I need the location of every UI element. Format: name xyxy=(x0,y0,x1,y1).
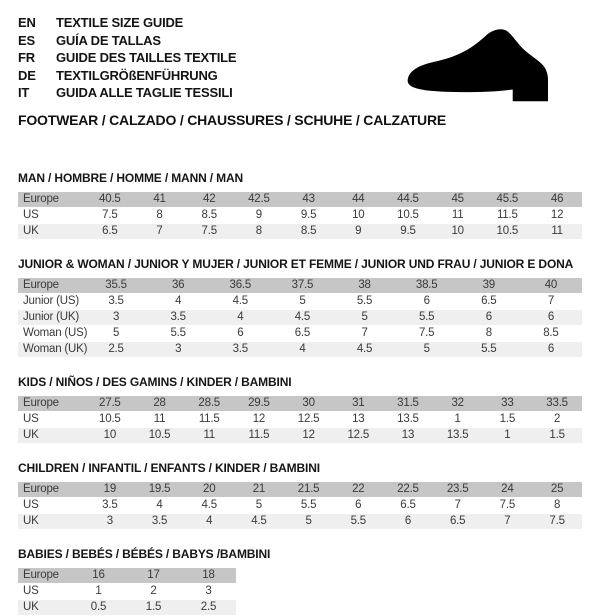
size-cell: 3.5 xyxy=(85,294,147,309)
size-cell: 1 xyxy=(71,584,126,599)
table-row xyxy=(18,310,582,325)
size-cell: 11 xyxy=(184,428,234,443)
size-cell: 5.5 xyxy=(458,342,520,357)
size-cell: 6.5 xyxy=(458,294,520,309)
size-cell: 12.5 xyxy=(333,428,383,443)
size-cell: 4 xyxy=(135,498,185,513)
size-cell: 5 xyxy=(284,514,334,529)
size-cell: 8.5 xyxy=(520,326,582,341)
size-cell: 12 xyxy=(284,428,334,443)
row-label: Europe xyxy=(18,192,85,207)
size-cell: 36.5 xyxy=(209,278,271,293)
size-cell: 16 xyxy=(71,568,126,583)
table-title-babies: BABIES / BEBÉS / BÉBÉS / BABYS /BAMBINI xyxy=(18,546,271,561)
size-table-man xyxy=(18,191,582,240)
row-label: UK xyxy=(18,428,85,443)
table-row xyxy=(18,208,582,223)
size-cell: 9 xyxy=(234,208,284,223)
size-cell: 10.5 xyxy=(135,428,185,443)
size-cell: 1.5 xyxy=(483,412,533,427)
size-cell: 4 xyxy=(271,342,333,357)
size-cell: 6 xyxy=(458,310,520,325)
dress-shoe-icon xyxy=(390,24,580,108)
row-label: Woman (UK) xyxy=(18,342,85,357)
size-cell: 9.5 xyxy=(284,208,334,223)
size-cell: 11.5 xyxy=(483,208,533,223)
size-cell: 11.5 xyxy=(184,412,234,427)
size-cell: 4.5 xyxy=(271,310,333,325)
size-cell: 43 xyxy=(284,192,334,207)
table-row xyxy=(18,224,582,239)
size-cell: 10.5 xyxy=(85,412,135,427)
size-cell: 10 xyxy=(85,428,135,443)
table-title-man: MAN / HOMBRE / HOMME / MANN / MAN xyxy=(18,170,244,185)
size-cell: 35.5 xyxy=(85,278,147,293)
table-row xyxy=(18,482,582,497)
size-cell: 6.5 xyxy=(383,498,433,513)
size-cell: 21.5 xyxy=(284,482,334,497)
size-table-section-babies xyxy=(18,547,582,616)
size-cell: 4 xyxy=(209,310,271,325)
size-cell: 32 xyxy=(433,396,483,411)
size-cell: 7 xyxy=(334,326,396,341)
size-cell: 1 xyxy=(433,412,483,427)
language-title: TEXTILGRÖßENFÜHRUNG xyxy=(56,67,218,83)
size-cell: 28 xyxy=(135,396,185,411)
size-cell: 13 xyxy=(333,412,383,427)
size-cell: 3.5 xyxy=(135,514,185,529)
table-row xyxy=(18,600,236,615)
size-cell: 12.5 xyxy=(284,412,334,427)
table-row xyxy=(18,342,582,357)
size-cell: 22 xyxy=(333,482,383,497)
size-cell: 2 xyxy=(126,584,181,599)
size-cell: 38.5 xyxy=(396,278,458,293)
size-cell: 45.5 xyxy=(483,192,533,207)
size-cell: 6.5 xyxy=(85,224,135,239)
row-label: Europe xyxy=(18,396,85,411)
size-cell: 5.5 xyxy=(334,294,396,309)
size-cell: 5.5 xyxy=(333,514,383,529)
size-cell: 4 xyxy=(184,514,234,529)
size-cell: 13 xyxy=(383,428,433,443)
row-label: Europe xyxy=(18,482,85,497)
table-title-children: CHILDREN / INFANTIL / ENFANTS / KINDER / BAMBINI xyxy=(18,460,320,475)
size-cell: 6 xyxy=(396,294,458,309)
table-row xyxy=(18,396,582,411)
category-heading: FOOTWEAR / CALZADO / CHAUSSURES / SCHUHE / CALZATURE xyxy=(18,111,447,128)
row-label: US xyxy=(18,208,85,223)
size-cell: 40 xyxy=(520,278,582,293)
size-cell: 17 xyxy=(126,568,181,583)
size-cell: 2.5 xyxy=(181,600,236,615)
table-row xyxy=(18,326,582,341)
size-cell: 18 xyxy=(181,568,236,583)
table-row xyxy=(18,278,582,293)
size-cell: 4.5 xyxy=(209,294,271,309)
language-code: DE xyxy=(18,67,36,83)
size-cell: 1.5 xyxy=(532,428,582,443)
size-cell: 10.5 xyxy=(483,224,533,239)
size-cell: 22.5 xyxy=(383,482,433,497)
size-cell: 3.5 xyxy=(147,310,209,325)
size-cell: 31 xyxy=(333,396,383,411)
table-row xyxy=(18,514,582,529)
size-cell: 8.5 xyxy=(184,208,234,223)
size-cell: 10 xyxy=(333,208,383,223)
size-cell: 33.5 xyxy=(532,396,582,411)
size-table-section-junior-woman xyxy=(18,257,582,358)
size-cell: 5 xyxy=(85,326,147,341)
row-label: US xyxy=(18,584,71,599)
row-label: Woman (US) xyxy=(18,326,85,341)
size-cell: 9.5 xyxy=(383,224,433,239)
size-cell: 5 xyxy=(234,498,284,513)
size-cell: 7 xyxy=(135,224,185,239)
row-label: Junior (US) xyxy=(18,294,85,309)
size-table-babies xyxy=(18,567,236,616)
table-row xyxy=(18,192,582,207)
size-cell: 1 xyxy=(483,428,533,443)
row-label: Europe xyxy=(18,568,71,583)
size-cell: 30 xyxy=(284,396,334,411)
size-cell: 33 xyxy=(483,396,533,411)
size-cell: 7.5 xyxy=(396,326,458,341)
language-title: TEXTILE SIZE GUIDE xyxy=(56,15,184,30)
size-table-kids xyxy=(18,395,582,444)
size-cell: 6 xyxy=(520,342,582,357)
size-table-junior-woman xyxy=(18,277,582,358)
size-cell: 6.5 xyxy=(433,514,483,529)
size-cell: 8.5 xyxy=(284,224,334,239)
size-cell: 37.5 xyxy=(271,278,333,293)
size-cell: 21 xyxy=(234,482,284,497)
language-title: GUIDA ALLE TAGLIE TESSILI xyxy=(56,85,233,100)
table-row xyxy=(18,498,582,513)
size-cell: 5 xyxy=(396,342,458,357)
size-cell: 13.5 xyxy=(433,428,483,443)
size-cell: 6 xyxy=(383,514,433,529)
table-row xyxy=(18,428,582,443)
size-cell: 7.5 xyxy=(483,498,533,513)
size-cell: 7.5 xyxy=(184,224,234,239)
size-cell: 1.5 xyxy=(126,600,181,615)
table-row xyxy=(18,412,582,427)
table-row xyxy=(18,568,236,583)
size-cell: 7 xyxy=(520,294,582,309)
size-cell: 42.5 xyxy=(234,192,284,207)
size-cell: 11 xyxy=(532,224,582,239)
size-cell: 11 xyxy=(135,412,185,427)
size-table-children xyxy=(18,481,582,530)
size-cell: 8 xyxy=(458,326,520,341)
size-cell: 8 xyxy=(532,498,582,513)
size-cell: 41 xyxy=(135,192,185,207)
row-label: UK xyxy=(18,600,71,615)
language-title: GUÍA DE TALLAS xyxy=(56,32,161,48)
size-cell: 5 xyxy=(334,310,396,325)
size-cell: 8 xyxy=(234,224,284,239)
language-code: ES xyxy=(18,32,35,48)
size-cell: 39 xyxy=(458,278,520,293)
size-cell: 28.5 xyxy=(184,396,234,411)
row-label: UK xyxy=(18,224,85,239)
size-cell: 3.5 xyxy=(209,342,271,357)
size-cell: 7 xyxy=(483,514,533,529)
size-cell: 4 xyxy=(147,294,209,309)
size-cell: 6 xyxy=(520,310,582,325)
size-cell: 0.5 xyxy=(71,600,126,615)
table-title-junior-woman: JUNIOR & WOMAN / JUNIOR Y MUJER / JUNIOR ET FEMME / JUNIOR UND FRAU / JUNIOR E DONA xyxy=(18,256,574,271)
size-cell: 27.5 xyxy=(85,396,135,411)
size-cell: 10.5 xyxy=(383,208,433,223)
size-cell: 8 xyxy=(135,208,185,223)
row-label: Junior (UK) xyxy=(18,310,85,325)
table-title-kids: KIDS / NIÑOS / DES GAMINS / KINDER / BAMBINI xyxy=(18,374,292,389)
row-label: Europe xyxy=(18,278,85,293)
language-code: FR xyxy=(18,50,35,65)
size-cell: 20 xyxy=(184,482,234,497)
size-cell: 42 xyxy=(184,192,234,207)
size-cell: 10 xyxy=(433,224,483,239)
size-cell: 5.5 xyxy=(396,310,458,325)
size-cell: 29.5 xyxy=(234,396,284,411)
size-cell: 44.5 xyxy=(383,192,433,207)
size-cell: 19.5 xyxy=(135,482,185,497)
size-cell: 13.5 xyxy=(383,412,433,427)
size-cell: 4.5 xyxy=(184,498,234,513)
size-cell: 6 xyxy=(209,326,271,341)
size-cell: 3 xyxy=(85,310,147,325)
size-cell: 46 xyxy=(532,192,582,207)
size-table-section-man xyxy=(18,171,582,240)
size-cell: 31.5 xyxy=(383,396,433,411)
size-table-section-kids xyxy=(18,375,582,444)
row-label: UK xyxy=(18,514,85,529)
size-cell: 2.5 xyxy=(85,342,147,357)
row-label: US xyxy=(18,498,85,513)
size-cell: 19 xyxy=(85,482,135,497)
size-cell: 5.5 xyxy=(284,498,334,513)
size-cell: 3 xyxy=(85,514,135,529)
size-cell: 3.5 xyxy=(85,498,135,513)
size-cell: 12 xyxy=(532,208,582,223)
size-cell: 25 xyxy=(532,482,582,497)
size-cell: 40.5 xyxy=(85,192,135,207)
size-cell: 2 xyxy=(532,412,582,427)
size-cell: 7.5 xyxy=(532,514,582,529)
size-cell: 5 xyxy=(271,294,333,309)
size-cell: 12 xyxy=(234,412,284,427)
size-cell: 6.5 xyxy=(271,326,333,341)
size-cell: 5.5 xyxy=(147,326,209,341)
language-code: IT xyxy=(18,85,30,100)
size-cell: 45 xyxy=(433,192,483,207)
size-cell: 7.5 xyxy=(85,208,135,223)
size-cell: 11 xyxy=(433,208,483,223)
table-row xyxy=(18,294,582,309)
size-cell: 7 xyxy=(433,498,483,513)
size-cell: 6 xyxy=(333,498,383,513)
size-cell: 3 xyxy=(147,342,209,357)
table-row xyxy=(18,584,236,599)
size-cell: 4.5 xyxy=(234,514,284,529)
row-label: US xyxy=(18,412,85,427)
size-cell: 36 xyxy=(147,278,209,293)
size-cell: 24 xyxy=(483,482,533,497)
size-cell: 9 xyxy=(333,224,383,239)
size-cell: 4.5 xyxy=(334,342,396,357)
size-cell: 44 xyxy=(333,192,383,207)
size-cell: 11.5 xyxy=(234,428,284,443)
size-cell: 23.5 xyxy=(433,482,483,497)
size-cell: 3 xyxy=(181,584,236,599)
size-cell: 38 xyxy=(334,278,396,293)
size-table-section-children xyxy=(18,461,582,530)
language-title: GUIDE DES TAILLES TEXTILE xyxy=(56,50,237,65)
language-code: EN xyxy=(18,15,36,30)
